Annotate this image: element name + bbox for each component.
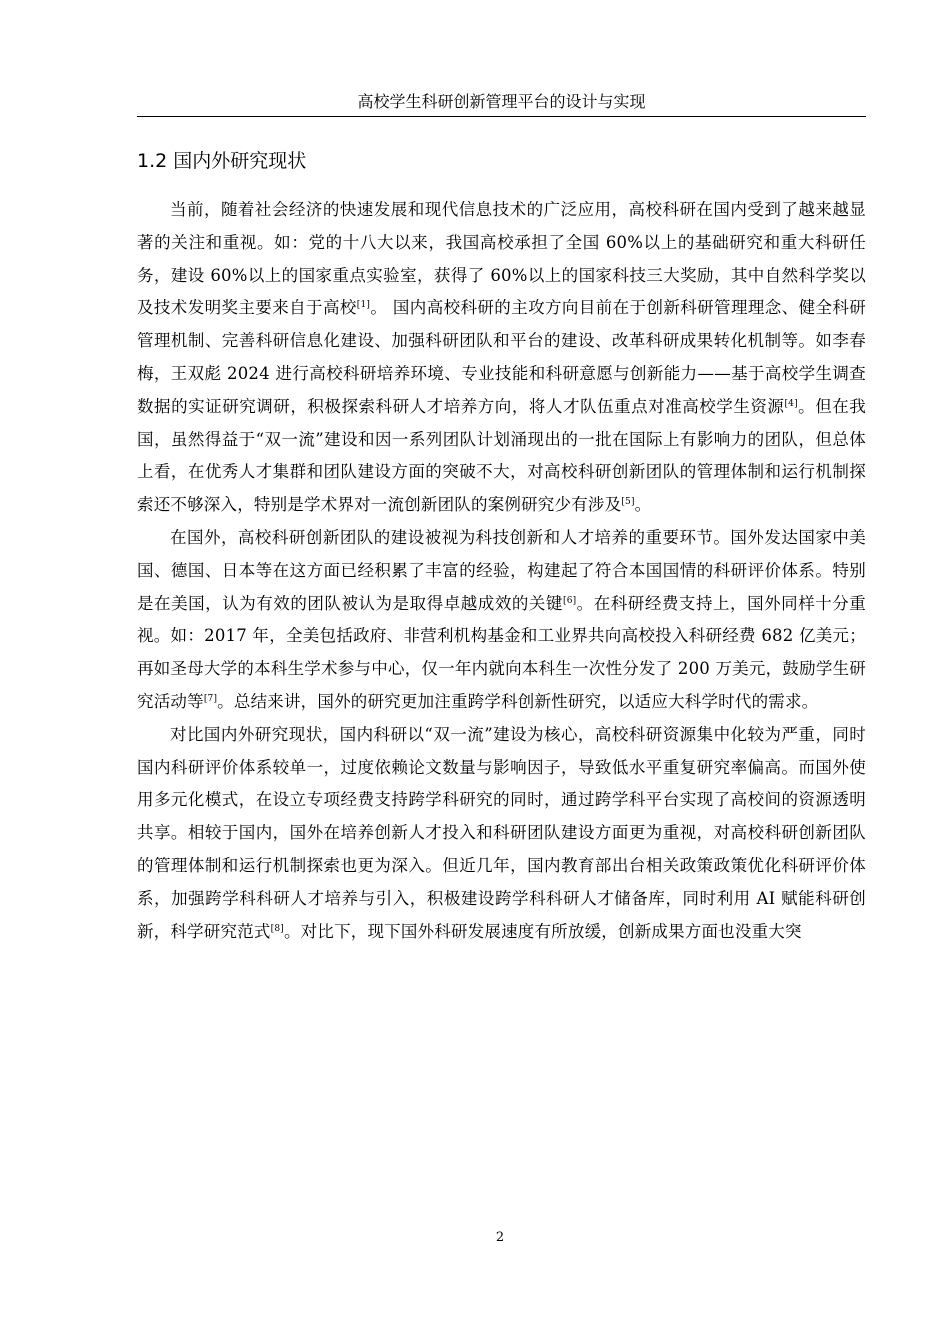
paragraph-text: 。但在我国，虽然得益于“双一流”建设和因一系列团队计划涌现出的一批在国际上有影响力的团队，但总体上看，在优秀人才集群和团队建设方面的突破不大，对高校科研创新团队的管理体制和运行机制探索还不够深入，特别是学术界对一流创新团队的案例研究少有涉及 [137,396,866,515]
citation-marker: [7] [203,693,218,704]
citation-marker: [5] [621,497,635,508]
citation-marker: [1] [356,300,371,311]
paragraph-domestic-research [137,194,866,522]
paragraph-foreign-research [137,522,866,719]
paragraph-text: 对比国内外研究现状，国内科研以“双一流”建设为核心，高校科研资源集中化较为严重，同时国内科研评价体系较单一，过度依赖论文数量与影响因子，导致低水平重复研究率偏高。而国外使用多元化模式，在设立专项经费支持跨学科研究的同时，通过跨学科平台实现了高校间的资源透明共享。相较于国内，国外在培养创新人才投入和科研团队建设方面更为重视，对高校科研创新团队的管理体制和运行机制探索也更为深入。但近几年，国内教育部出台相关政策政策优化科研评价体系，加强跨学科科研人才培养与引入，积极建设跨学科科研人才储备库，同时利用 AI 赋能科研创新，科学研究范式 [137,724,866,941]
body-text [137,194,866,948]
running-header [137,92,866,117]
paragraph-text: 当前，随着社会经济的快速发展和现代信息技术的广泛应用，高校科研在国内受到了越来越显著的关注和重视。如：党的十八大以来，我国高校承担了全国 60%以上的基础研究和重大科研任务，建设 60%以上的国家重点实验室，获得了 60%以上的国家科技三大奖励，其中自然科学奖以及技术发明奖主要来自于高校 [137,200,866,318]
page-number: 2 [495,1230,505,1245]
paragraph-text: 在国外，高校科研创新团队的建设被视为科技创新和人才培养的重要环节。国外发达国家中美国、德国、日本等在这方面已经积累了丰富的经验，构建起了符合本国国情的科研评价体系。特别是在美国，认为有效的团队被认为是取得卓越成效的关键 [137,527,866,613]
citation-marker: [6] [562,595,577,606]
paragraph-text: 。 国内高校科研的主攻方向目前在于创新科研管理理念、健全科研管理机制、完善科研信息化建设、加强科研团队和平台的建设、改革科研成果转化机制等。如李春梅，王双彪 2024 进行高校科研培养环境、专业技能和科研意愿与创新能力——基于高校学生调查数据的实证研究调研，积极探索科研人才培养方向，将人才队伍重点对准高校学生资源 [137,298,866,416]
paragraph-text: 。对比下，现下国外科研发展速度有所放缓，创新成果方面也没重大突 [283,921,802,941]
citation-marker: [8] [270,923,284,934]
running-header-title: 高校学生科研创新管理平台的设计与实现 [357,92,646,111]
paragraph-comparison [137,719,866,949]
paragraph-text: 。总结来讲，国外的研究更加注重跨学科创新性研究，以适应大科学时代的需求。 [217,691,819,711]
paragraph-text: 。在科研经费支持上，国外同样十分重视。如：2017 年，全美包括政府、非营利机构基金和工业界共向高校投入科研经费 682 亿美元；再如圣母大学的本科生学术参与中心，仅一年内就向本科生一次性分发了 200 万美元，鼓励学生研究活动等 [137,593,867,711]
paragraph-text: 。 [634,495,652,515]
citation-marker: [4] [784,398,798,409]
section-heading: 1.2 国内外研究现状 [137,150,307,172]
